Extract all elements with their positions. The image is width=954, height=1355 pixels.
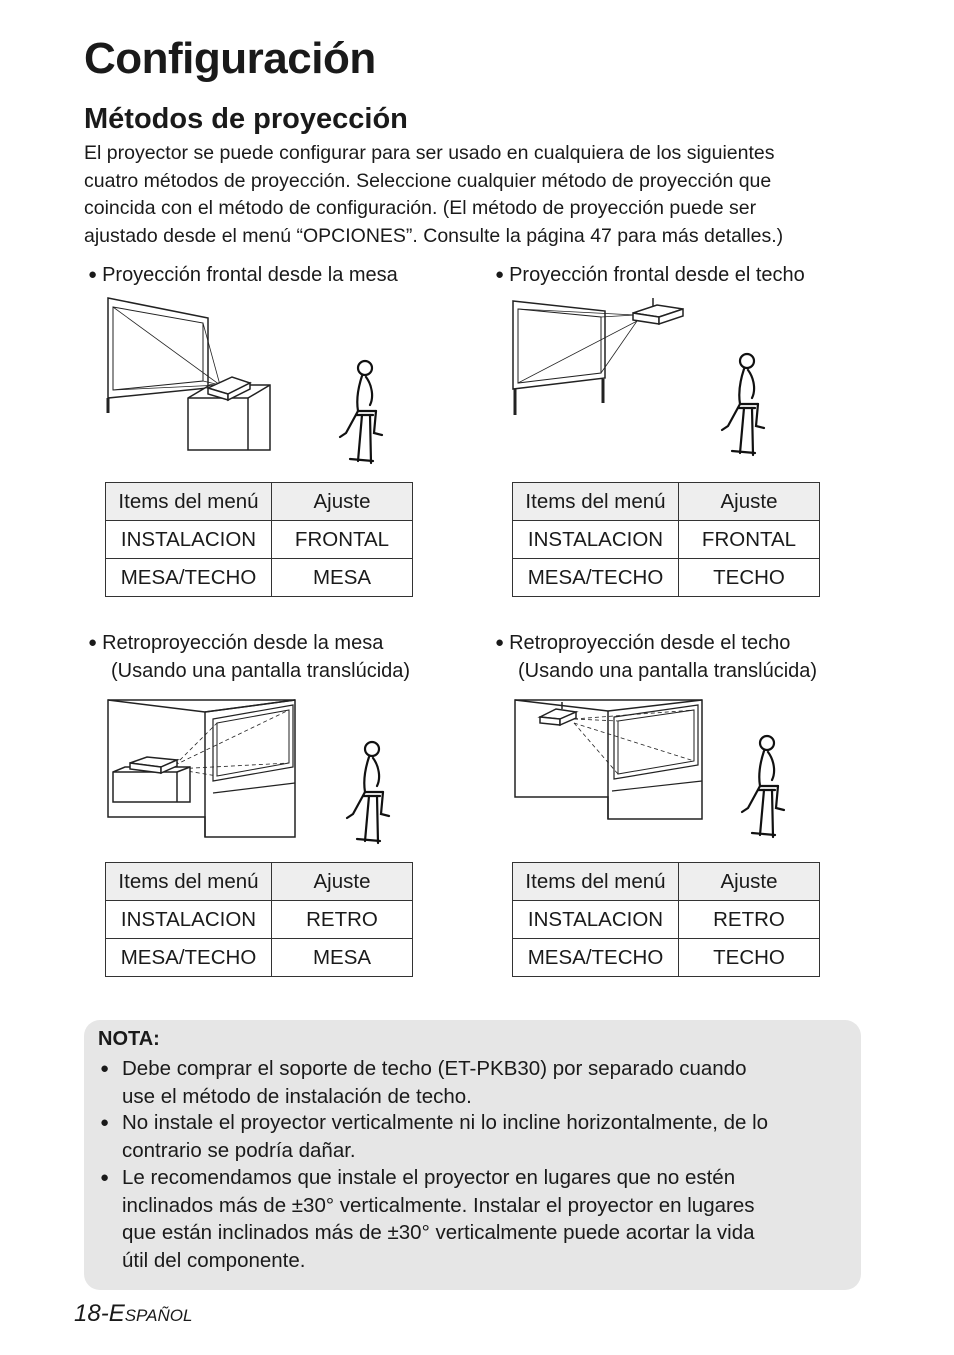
settings-table-front-desk [105,482,413,597]
table-cell: TECHO [679,559,820,597]
footer-lang-rest: SPAÑOL [124,1306,193,1325]
page-number: 18- [74,1300,109,1327]
intro-line: coincida con el método de configuración. (El método de proyección puede ser [84,197,757,219]
method-caption-note: (Usando una pantalla translúcida) [518,660,818,682]
method-caption-text: Retroproyección desde el techo [509,632,791,654]
table-header-cell: Items del menú [513,863,679,901]
bullet-icon: ● [88,634,98,651]
table-cell: FRONTAL [679,521,820,559]
bullet-icon: ● [100,1114,110,1131]
note-line: que están inclinados más de ±30° verticalmente puede acortar la vida [122,1221,755,1244]
table-cell: FRONTAL [272,521,413,559]
table-header-cell: Ajuste [679,483,820,521]
settings-table-front-ceiling [512,482,820,597]
settings-table-rear-desk [105,862,413,977]
table-header-cell: Ajuste [272,863,413,901]
note-line: Debe comprar el soporte de techo (ET-PKB30) por separado cuando [122,1057,747,1080]
bullet-icon: ● [100,1060,110,1077]
section-title: Métodos de proyección [84,103,408,135]
table-cell: INSTALACION [106,521,272,559]
table-cell: TECHO [679,939,820,977]
note-line: No instale el proyector verticalmente ni lo incline horizontalmente, de lo [122,1111,769,1134]
table-cell: MESA/TECHO [106,559,272,597]
table-header-cell: Items del menú [106,483,272,521]
table-cell: RETRO [272,901,413,939]
table-cell: MESA [272,559,413,597]
note-line: use el método de instalación de techo. [122,1084,472,1108]
note-line: útil del componente. [122,1248,306,1272]
table-cell: INSTALACION [513,901,679,939]
table-cell: MESA/TECHO [106,939,272,977]
table-header-cell: Ajuste [272,483,413,521]
table-header-cell: Items del menú [106,863,272,901]
method-caption-text: Proyección frontal desde la mesa [102,264,398,286]
method-caption-front-ceiling [495,261,805,289]
intro-line: El proyector se puede configurar para ser usado en cualquiera de los siguientes [84,142,775,164]
table-cell: MESA [272,939,413,977]
intro-paragraph [84,140,874,250]
page-title: Configuración [84,34,376,83]
table-cell: MESA/TECHO [513,559,679,597]
bullet-icon: ● [100,1169,110,1186]
table-cell: INSTALACION [513,521,679,559]
table-cell: INSTALACION [106,901,272,939]
front-desk-illustration [100,293,400,473]
table-header-cell: Items del menú [513,483,679,521]
note-line: Le recomendamos que instale el proyector en lugares que no estén [122,1166,736,1189]
method-caption-note: (Usando una pantalla translúcida) [111,660,411,682]
footer-lang-initial: E [108,1300,125,1327]
rear-ceiling-illustration [512,697,812,847]
method-caption-front-desk [88,261,398,289]
front-ceiling-illustration [505,293,805,473]
page-footer [74,1300,192,1328]
bullet-icon: ● [88,266,98,283]
table-cell: MESA/TECHO [513,939,679,977]
table-header-cell: Ajuste [679,863,820,901]
rear-desk-illustration [105,697,405,847]
bullet-icon: ● [495,634,505,651]
note-line: inclinados más de ±30° verticalmente. Instalar el proyector en lugares [122,1193,755,1217]
note-line: contrario se podría dañar. [122,1138,356,1162]
bullet-icon: ● [495,266,505,283]
intro-line: cuatro métodos de proyección. Seleccione cualquier método de proyección que [84,169,772,192]
method-caption-rear-ceiling [495,629,817,685]
table-cell: RETRO [679,901,820,939]
method-caption-rear-desk [88,629,410,685]
intro-line: ajustado desde el menú “OPCIONES”. Consulte la página 47 para más detalles.) [84,224,784,247]
settings-table-rear-ceiling [512,862,820,977]
note-box [84,1020,861,1290]
method-caption-text: Retroproyección desde la mesa [102,632,384,654]
method-caption-text: Proyección frontal desde el techo [509,264,805,286]
note-title: NOTA: [98,1028,160,1050]
